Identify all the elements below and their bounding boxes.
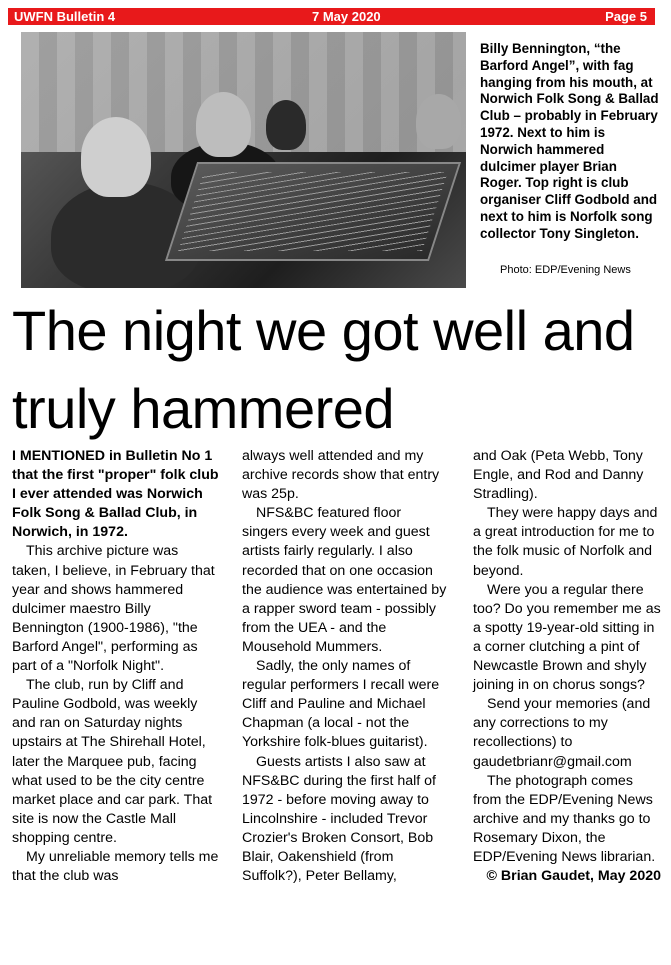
paragraph: My unreliable memory tells me that the club was — [12, 848, 219, 885]
paragraph: always well attended and my archive records show that entry was 25p. — [242, 448, 440, 503]
photo-caption: Billy Bennington, “the Barford Angel”, with fag hanging from his mouth, at Norwich Folk Song & Ballad Club – probably in February 1972. Next to him is Norwich hammered dulcimer player Brian Roger. Top right is club organiser Cliff Godbold and next to him is Norfolk song collector Tony Singleton. — [480, 41, 659, 241]
article-column-3 — [473, 447, 661, 886]
paragraph: Were you a regular there too? Do you remember me as a spotty 19-year-old sitting in a corner clutching a pint of Newcastle Brown and shyly joining in on chorus songs? — [473, 581, 661, 694]
paragraph: and Oak (Peta Webb, Tony Engle, and Rod and Danny Stradling). — [473, 448, 644, 503]
paragraph: The club, run by Cliff and Pauline Godbold, was weekly and ran on Saturday nights upstairs at The Shirehall Hotel, later the Marquee pub, facing what used to be the city centre market place and car park. That site is now the Castle Mall shopping centre. — [12, 677, 213, 846]
paragraph: Send your memories (and any corrections to my recollections) to gaudetbrianr@gmail.com — [473, 696, 651, 770]
paragraph: Guests artists I also saw at NFS&BC during the first half of 1972 - before moving away to Lincolnshire - included Trevor Crozier's Broken Consort, Bob Blair, Oakenshield (from Suffolk?), Peter Bellamy, — [242, 753, 436, 885]
paragraph: NFS&BC featured floor singers every week and guest artists fairly regularly. I also recorded that on one occasion the audience was entertained by a rapper sword team - possibly from the UEA - and the Mousehold Mummers. — [242, 505, 447, 655]
paragraph: This archive picture was taken, I believe, in February that year and shows hammered dulcimer maestro Billy Bennington (1900-1986), "the Barford Angel", performing as part of a "Norfolk Night". — [12, 543, 215, 675]
archive-photo — [21, 32, 466, 288]
paragraph: The photograph comes from the EDP/Evening News archive and my thanks go to Rosemary Dixon, the EDP/Evening News librarian. — [473, 772, 656, 865]
article-lead: I MENTIONED in Bulletin No 1 that the first "proper" folk club I ever attended was Norwich Folk Song & Ballad Club, in Norwich, in 1972. — [12, 448, 219, 541]
paragraph: They were happy days and a great introduction for me to the folk music of Norfolk and beyond. — [473, 505, 658, 579]
author-byline: © Brian Gaudet, May 2020 — [486, 868, 661, 885]
bulletin-date: 7 May 2020 — [312, 9, 381, 24]
photo-credit: Photo: EDP/Evening News — [500, 264, 631, 276]
article-column-1 — [12, 447, 219, 886]
dulcimer-illustration — [165, 162, 461, 261]
paragraph: Sadly, the only names of regular performers I recall were Cliff and Pauline and Michael Chapman (a local - not the Yorkshire folk-blues guitarist). — [242, 658, 440, 751]
article-column-2 — [242, 447, 449, 886]
page-number: Page 5 — [605, 9, 647, 24]
bulletin-title: UWFN Bulletin 4 — [14, 9, 116, 24]
article-headline: The night we got well and truly hammered — [12, 299, 635, 440]
bulletin-header — [8, 8, 655, 25]
